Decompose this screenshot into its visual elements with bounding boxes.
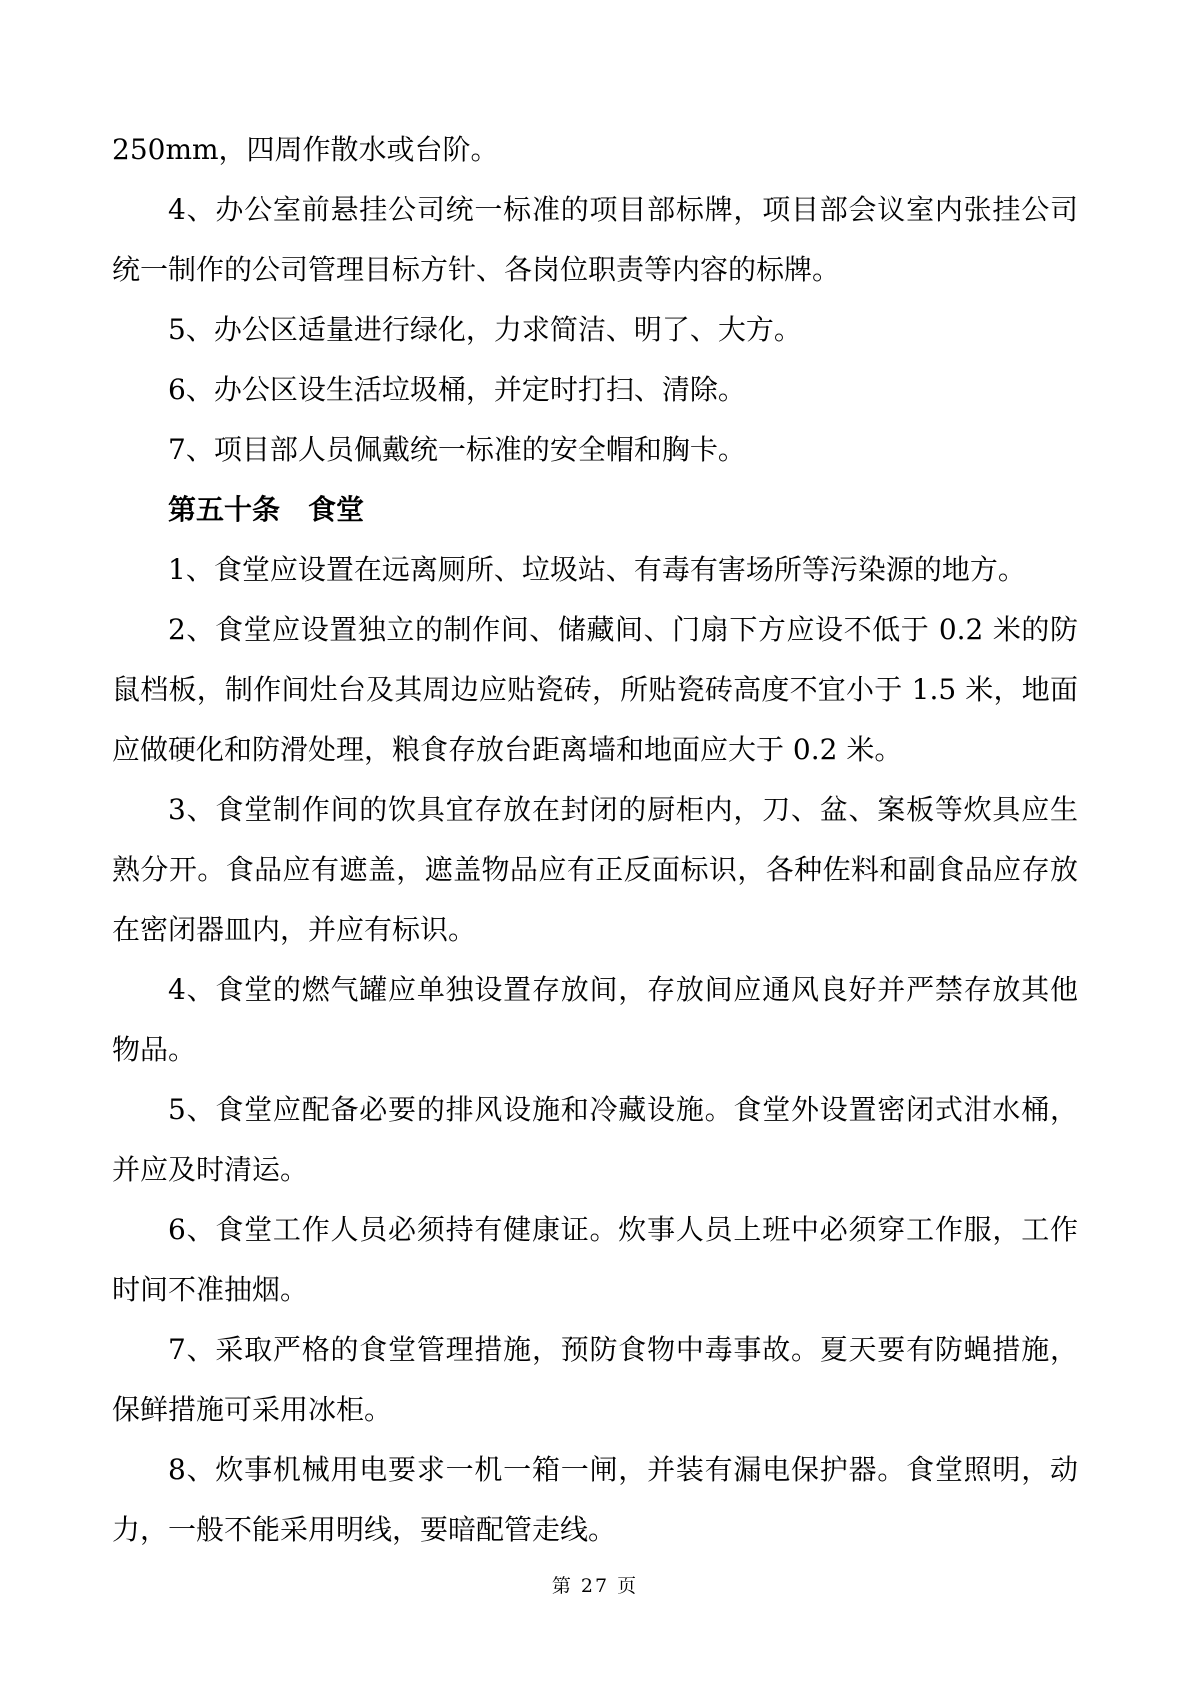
- paragraph: 7、项目部人员佩戴统一标准的安全帽和胸卡。: [168, 433, 746, 466]
- paragraph: 5、食堂应配备必要的排风设施和冷藏设施。食堂外设置密闭式泔水桶，并应及时清运。: [112, 1093, 1078, 1186]
- paragraph: 3、食堂制作间的饮具宜存放在封闭的厨柜内，刀、盆、案板等炊具应生熟分开。食品应有遮盖，遮盖物品应有正反面标识，各种佐料和副食品应存放在密闭器皿内，并应有标识。: [112, 793, 1078, 946]
- paragraph: 4、食堂的燃气罐应单独设置存放间，存放间应通风良好并严禁存放其他物品。: [112, 973, 1078, 1066]
- paragraph: 2、食堂应设置独立的制作间、储藏间、门扇下方应设不低于 0.2 米的防鼠档板，制作间灶台及其周边应贴瓷砖，所贴瓷砖高度不宜小于 1.5 米，地面应做硬化和防滑处理，粮食存放台距离墙和地面应大于 0.2 米。: [112, 613, 1078, 766]
- document-body: [112, 120, 1078, 1560]
- section-heading: 第五十条 食堂: [168, 493, 365, 526]
- paragraph: 1、食堂应设置在远离厕所、垃圾站、有毒有害场所等污染源的地方。: [168, 553, 1026, 586]
- page-number: 第 27 页: [551, 1575, 639, 1597]
- paragraph: 5、办公区适量进行绿化，力求简洁、明了、大方。: [168, 313, 802, 346]
- paragraph: 4、办公室前悬挂公司统一标准的项目部标牌，项目部会议室内张挂公司统一制作的公司管理目标方针、各岗位职责等内容的标牌。: [112, 193, 1078, 286]
- paragraph: 8、炊事机械用电要求一机一箱一闸，并装有漏电保护器。食堂照明，动力，一般不能采用明线，要暗配管走线。: [112, 1453, 1078, 1546]
- paragraph: 6、办公区设生活垃圾桶，并定时打扫、清除。: [168, 373, 746, 406]
- paragraph: 6、食堂工作人员必须持有健康证。炊事人员上班中必须穿工作服，工作时间不准抽烟。: [112, 1213, 1078, 1306]
- paragraph: 7、采取严格的食堂管理措施，预防食物中毒事故。夏天要有防蝇措施，保鲜措施可采用冰柜。: [112, 1333, 1078, 1426]
- paragraph-continuation: 250mm，四周作散水或台阶。: [112, 133, 499, 166]
- page-footer: [0, 1572, 1190, 1600]
